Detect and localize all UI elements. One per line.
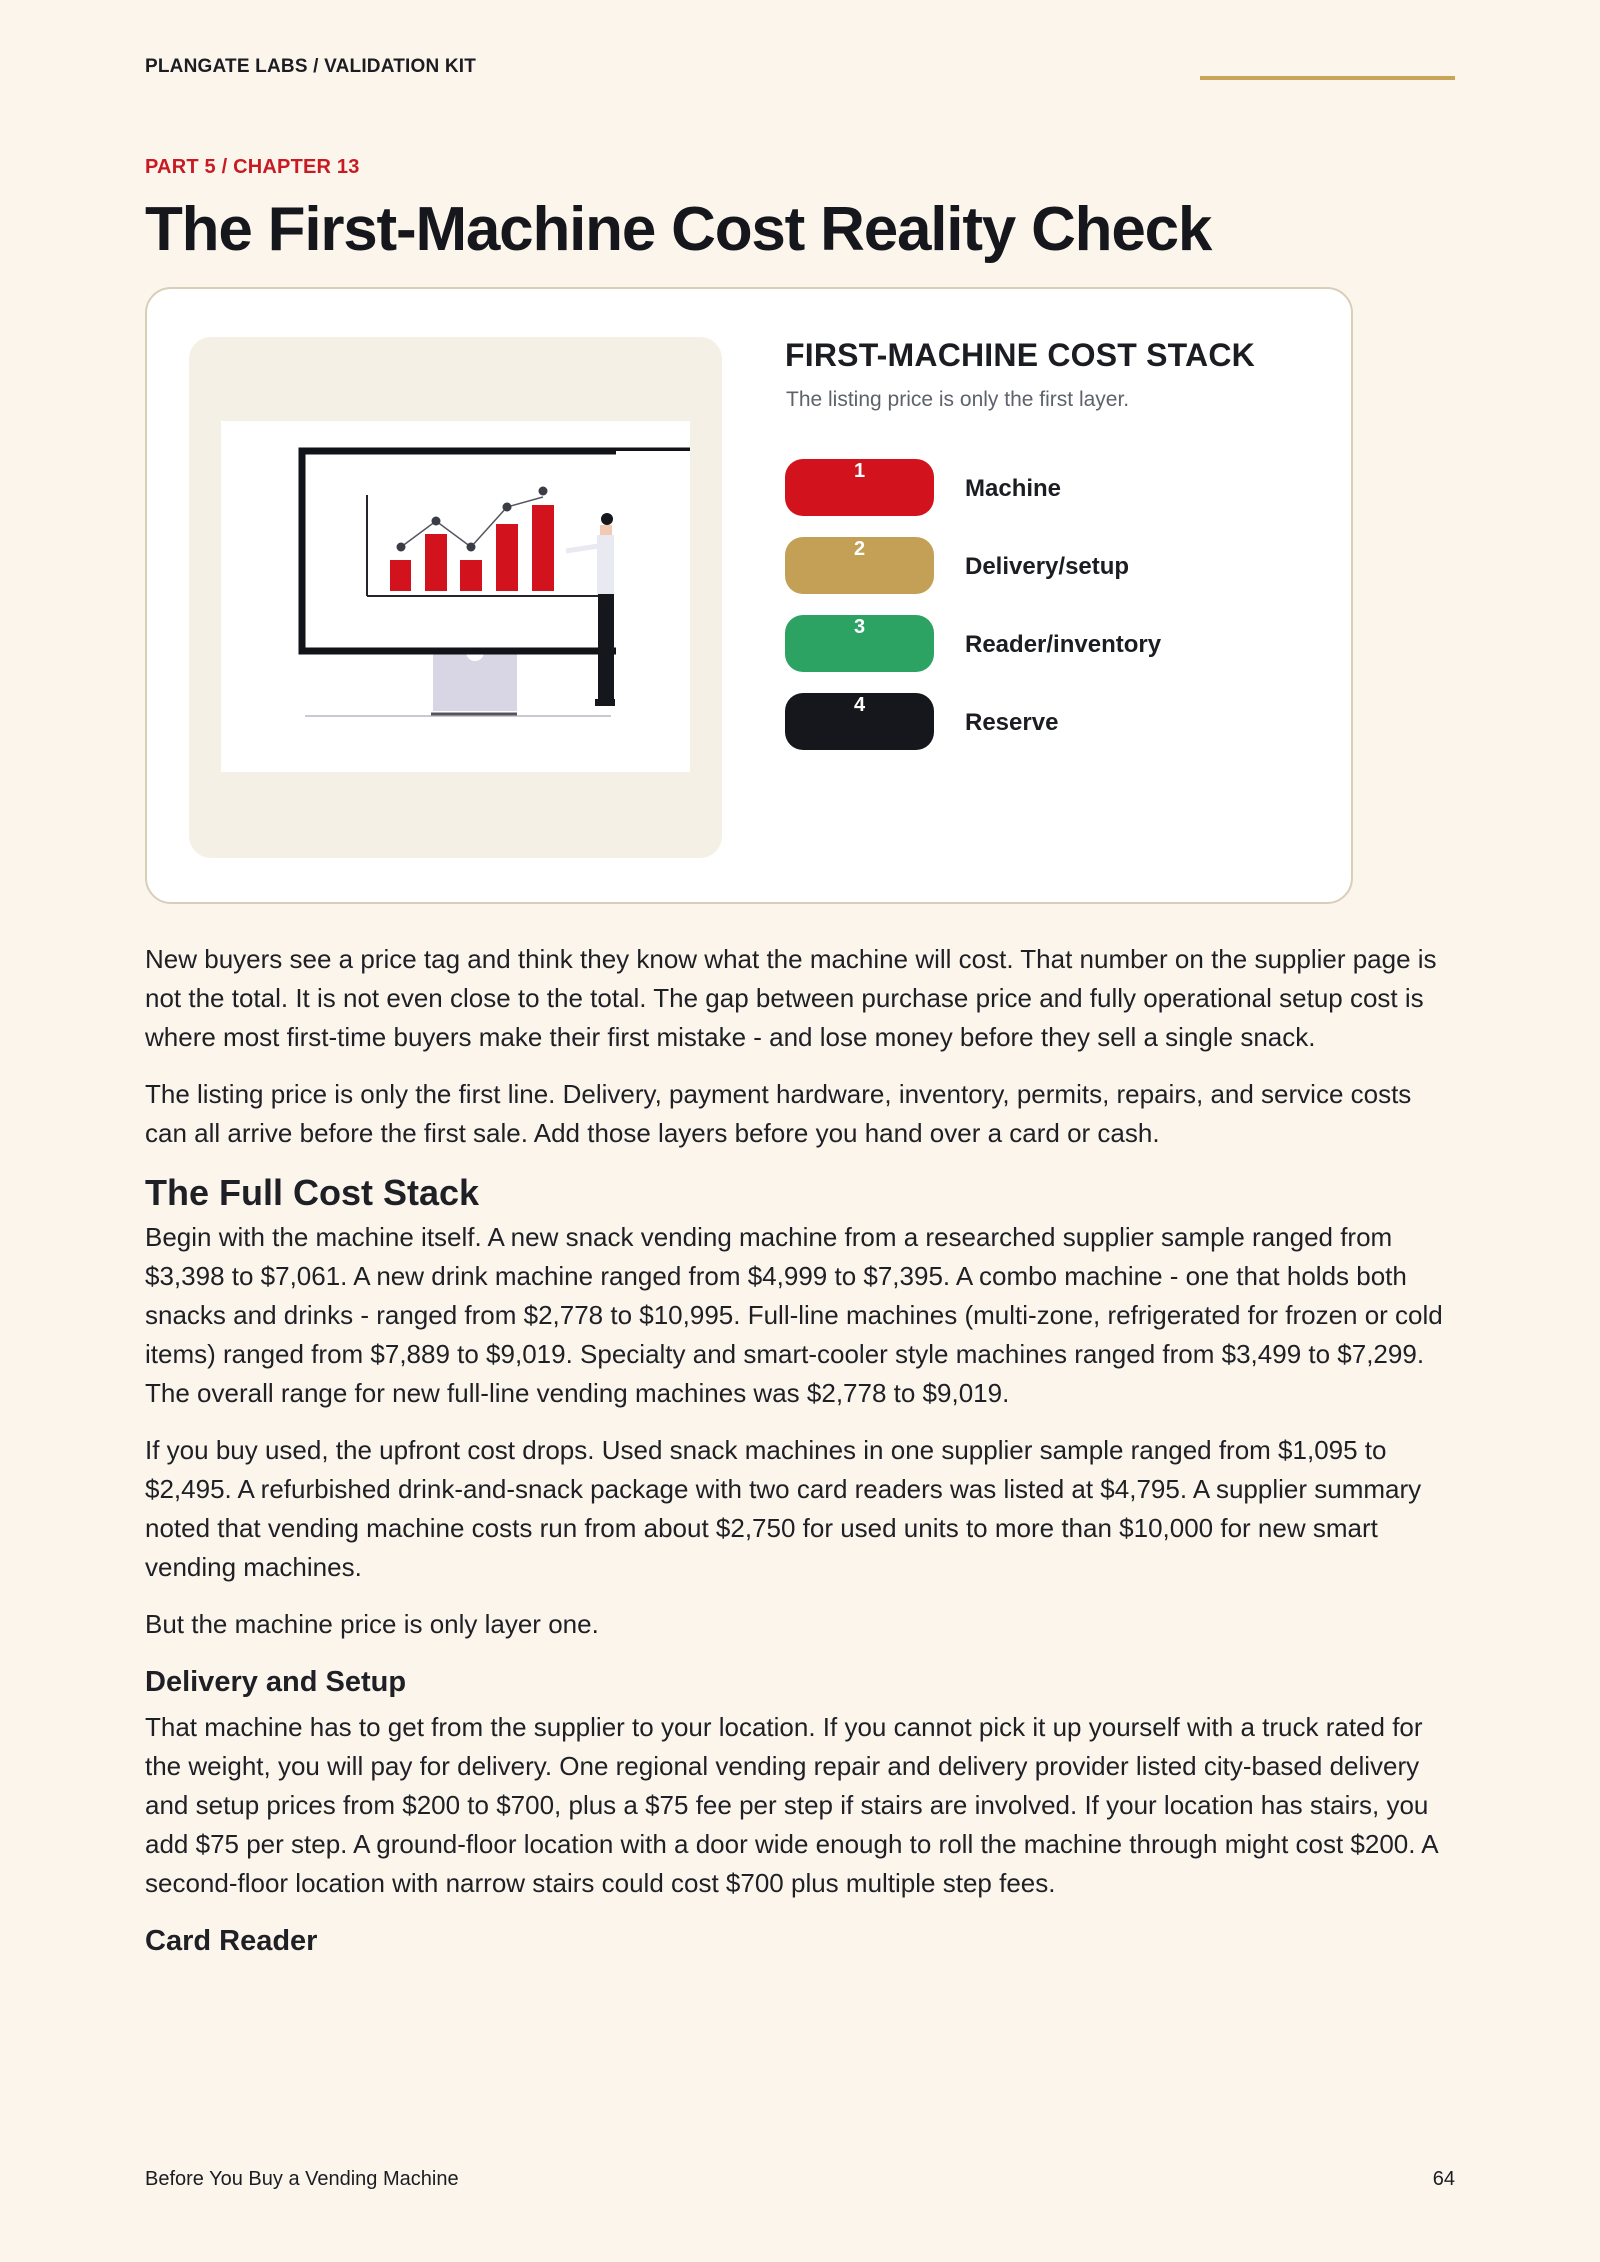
stack-item-label: Reader/inventory xyxy=(965,631,1162,658)
footer-book-title: Before You Buy a Vending Machine xyxy=(145,2168,459,2190)
chart-bar xyxy=(425,534,447,591)
presenter-figure xyxy=(566,513,615,706)
stack-number-pill: 1 xyxy=(785,459,934,516)
chart-bar xyxy=(496,524,518,591)
body-paragraph: New buyers see a price tag and think they know what the machine will cost. That number on the supplier page is not the total. It is not even close to the total. The gap between purchase price and fully operational setup cost is where most first-time buyers make their first mistake - and lose money before they sell a single snack. xyxy=(145,944,1437,1052)
stack-item-label: Machine xyxy=(965,475,1062,502)
presentation-board-illustration xyxy=(221,421,690,772)
body-text xyxy=(145,940,1455,1967)
body-paragraph: If you buy used, the upfront cost drops. Used snack machines in one supplier sample ranged from $1,095 to $2,495. A refurbished drink-and-snack package with two card readers was listed at $4,795. A supplier summary noted that vending machine costs run from about $2,750 for used units to more than $10,000 for new smart vending machines. xyxy=(145,1435,1422,1582)
chapter-kicker: PART 5 / CHAPTER 13 xyxy=(145,156,360,178)
body-paragraph: The listing price is only the first line. Delivery, payment hardware, inventory, permits, repairs, and service costs can all arrive before the first sale. Add those layers before you hand over a card or cash. xyxy=(145,1079,1412,1148)
header-rule xyxy=(1200,76,1455,80)
body-paragraph: But the machine price is only layer one. xyxy=(145,1609,599,1639)
body-paragraph: Begin with the machine itself. A new snack vending machine from a researched supplier sample ranged from $3,398 to $7,061. A new drink machine ranged from $4,999 to $7,395. A combo machine - one that holds both snacks and drinks - ranged from $2,778 to $10,995. Full-line machines (multi-zone, refrigerated for frozen or cold items) ranged from $7,889 to $9,019. Specialty and smart-cooler style machines ranged from $3,499 to $7,299. The overall range for new full-line vending machines was $2,778 to $9,019. xyxy=(145,1222,1443,1408)
page-title: The First-Machine Cost Reality Check xyxy=(145,195,1212,264)
subsection-heading: Card Reader xyxy=(145,1925,318,1957)
cost-stack-card xyxy=(145,287,1353,904)
body-paragraph: That machine has to get from the supplier to your location. If you cannot pick it up yourself with a truck rated for the weight, you will pay for delivery. One regional vending repair and delivery provider listed city-based delivery and setup prices from $200 to $700, plus a $75 fee per step if stairs are involved. If your location has stairs, you add $75 per step. A ground-floor location with a door wide enough to roll the machine through might cost $200. A second-floor location with narrow stairs could cost $700 plus multiple step fees. xyxy=(145,1712,1438,1898)
cost-stack-subtitle: The listing price is only the first layer. xyxy=(786,388,1130,411)
footer-page-number: 64 xyxy=(1432,2168,1455,2190)
stack-number-pill: 3 xyxy=(785,615,934,672)
chart-bar xyxy=(390,560,411,591)
chart-bar xyxy=(532,505,554,591)
section-heading: The Full Cost Stack xyxy=(145,1172,480,1213)
stack-item-label: Reserve xyxy=(965,709,1059,736)
subsection-heading: Delivery and Setup xyxy=(145,1666,407,1698)
cost-stack-title: FIRST-MACHINE COST STACK xyxy=(785,337,1255,373)
illustration-panel xyxy=(189,337,722,858)
chart-bar xyxy=(460,560,482,591)
stack-item-label: Delivery/setup xyxy=(965,553,1130,580)
stack-number-pill: 4 xyxy=(785,693,934,750)
illustration-frame xyxy=(221,421,690,772)
stack-number-pill: 2 xyxy=(785,537,934,594)
running-head: PLANGATE LABS / VALIDATION KIT xyxy=(145,56,477,77)
